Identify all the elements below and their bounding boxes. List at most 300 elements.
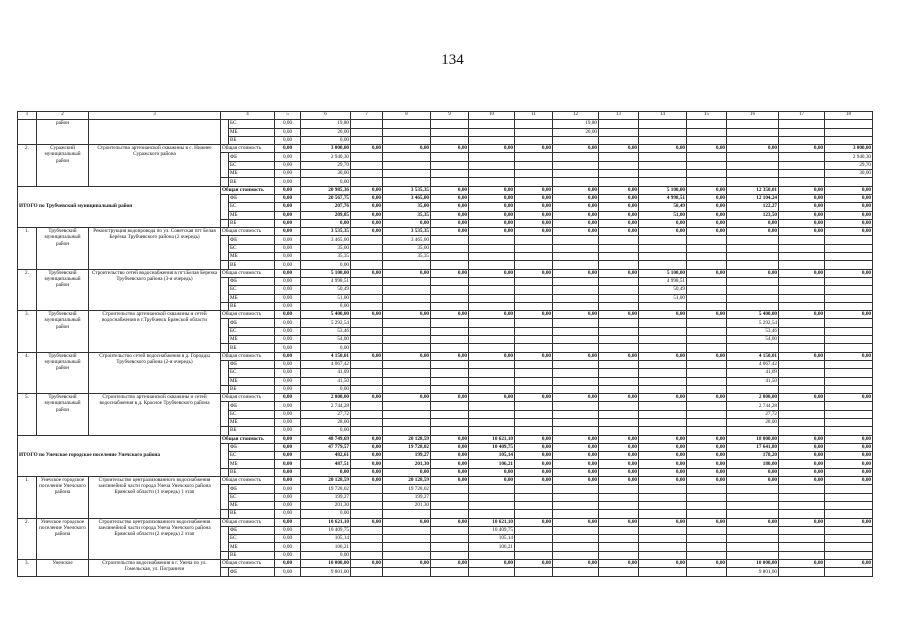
- funding-source: ФБ: [229, 153, 275, 161]
- value-cell: 0,00: [275, 418, 301, 426]
- value-cell: [687, 535, 727, 543]
- value-cell: 41,50: [727, 377, 779, 385]
- value-cell: [779, 327, 825, 335]
- value-cell: [431, 120, 469, 128]
- value-cell: 0,00: [825, 194, 873, 202]
- value-cell: 0,00: [639, 435, 687, 443]
- value-cell: [779, 385, 825, 393]
- value-cell: [779, 551, 825, 559]
- value-cell: [553, 302, 599, 310]
- value-cell: 0,00: [275, 410, 301, 418]
- value-cell: [351, 485, 383, 493]
- value-cell: 53,46: [727, 327, 779, 335]
- value-cell: 41,09: [727, 369, 779, 377]
- value-cell: 106,21: [301, 543, 351, 551]
- value-cell: [825, 244, 873, 252]
- value-cell: [383, 360, 431, 368]
- value-cell: 0,00: [553, 269, 599, 277]
- page-number: 134: [441, 52, 464, 68]
- value-cell: 0,00: [825, 269, 873, 277]
- project-description: Строительство централизованного водоснабжения заелинейной части города Унеча Унечского района Брянской области (1 очередь) 1 этап: [89, 477, 221, 518]
- value-cell: [469, 369, 515, 377]
- value-cell: 0,00: [301, 551, 351, 559]
- block-first-row: [18, 120, 873, 128]
- value-cell: [825, 427, 873, 435]
- value-cell: [431, 543, 469, 551]
- value-cell: [351, 369, 383, 377]
- value-cell: 0,00: [515, 477, 553, 485]
- value-cell: [431, 153, 469, 161]
- value-cell: [431, 385, 469, 393]
- value-cell: [727, 526, 779, 534]
- value-cell: 0,00: [727, 219, 779, 227]
- funding-source: ФБ: [229, 526, 275, 534]
- value-cell: [431, 236, 469, 244]
- value-cell: 0,00: [275, 178, 301, 186]
- value-cell: 20 985,36: [301, 186, 351, 194]
- value-cell: [431, 485, 469, 493]
- value-cell: [639, 385, 687, 393]
- value-cell: [351, 253, 383, 261]
- value-cell: [825, 377, 873, 385]
- block-first-row: [18, 477, 873, 485]
- value-cell: [687, 302, 727, 310]
- value-cell: 106,21: [469, 543, 515, 551]
- value-cell: 0,00: [275, 261, 301, 269]
- value-cell: [779, 336, 825, 344]
- value-cell: [599, 526, 639, 534]
- funding-source: БС: [229, 410, 275, 418]
- value-cell: [469, 418, 515, 426]
- value-cell: 0,00: [301, 468, 351, 476]
- value-cell: [383, 294, 431, 302]
- value-cell: [469, 319, 515, 327]
- value-cell: 10 621,10: [469, 435, 515, 443]
- value-cell: [431, 170, 469, 178]
- value-cell: [825, 178, 873, 186]
- value-cell: 0,00: [275, 145, 301, 153]
- value-cell: 0,00: [515, 468, 553, 476]
- value-cell: 0,00: [469, 211, 515, 219]
- value-cell: 5 100,00: [639, 186, 687, 194]
- column-header: 9: [431, 112, 469, 120]
- value-cell: [599, 543, 639, 551]
- value-cell: 28,00: [727, 418, 779, 426]
- value-cell: [599, 161, 639, 169]
- district-name: Суражский муниципальный район: [37, 145, 89, 186]
- value-cell: 10 000,00: [727, 560, 779, 568]
- value-cell: 0,00: [599, 269, 639, 277]
- value-cell: [727, 294, 779, 302]
- value-cell: 4 998,51: [639, 194, 687, 202]
- value-cell: 0,00: [301, 302, 351, 310]
- item-number: 1.: [18, 477, 37, 518]
- value-cell: [687, 277, 727, 285]
- value-cell: [727, 427, 779, 435]
- value-cell: 0,00: [431, 352, 469, 360]
- value-cell: 0,00: [639, 145, 687, 153]
- value-cell: [553, 153, 599, 161]
- value-cell: 0,00: [599, 145, 639, 153]
- value-cell: 0,00: [639, 518, 687, 526]
- value-cell: [639, 369, 687, 377]
- value-cell: [825, 526, 873, 534]
- value-cell: [431, 493, 469, 501]
- value-cell: [383, 319, 431, 327]
- value-cell: [779, 170, 825, 178]
- value-cell: [599, 535, 639, 543]
- value-cell: 0,00: [515, 435, 553, 443]
- value-cell: 0,00: [687, 452, 727, 460]
- value-cell: 0,00: [687, 468, 727, 476]
- value-cell: [515, 551, 553, 559]
- value-cell: [599, 120, 639, 128]
- funding-source: ФБ: [229, 319, 275, 327]
- value-cell: [639, 501, 687, 509]
- value-cell: [779, 236, 825, 244]
- including-label: [221, 402, 229, 427]
- value-cell: 51,00: [639, 211, 687, 219]
- cost-type: Общая стоимость: [221, 269, 275, 277]
- value-cell: 0,00: [515, 194, 553, 202]
- value-cell: [825, 277, 873, 285]
- value-cell: [825, 551, 873, 559]
- value-cell: [599, 369, 639, 377]
- value-cell: 0,00: [275, 443, 301, 451]
- value-cell: 19,80: [553, 120, 599, 128]
- value-cell: 0,00: [469, 219, 515, 227]
- funding-source: БС: [229, 161, 275, 169]
- funding-source: ФБ: [229, 443, 275, 451]
- table-body: [18, 112, 873, 577]
- value-cell: 0,00: [599, 194, 639, 202]
- value-cell: 0,00: [469, 269, 515, 277]
- spacer-cell: [221, 302, 229, 310]
- value-cell: [383, 385, 431, 393]
- value-cell: [687, 485, 727, 493]
- value-cell: [727, 286, 779, 294]
- including-label: [221, 485, 229, 510]
- value-cell: 5 400,00: [301, 311, 351, 319]
- value-cell: 0,00: [825, 460, 873, 468]
- value-cell: [515, 261, 553, 269]
- value-cell: [825, 510, 873, 518]
- value-cell: [825, 418, 873, 426]
- value-cell: 0,00: [779, 394, 825, 402]
- value-cell: 0,00: [553, 228, 599, 236]
- value-cell: [825, 535, 873, 543]
- block-first-row: [18, 518, 873, 526]
- value-cell: 0,00: [275, 510, 301, 518]
- column-header: 2: [37, 112, 89, 120]
- value-cell: [515, 161, 553, 169]
- value-cell: [515, 369, 553, 377]
- value-cell: [553, 418, 599, 426]
- value-cell: 2 800,00: [301, 394, 351, 402]
- value-cell: 0,00: [431, 211, 469, 219]
- value-cell: [515, 410, 553, 418]
- value-cell: 0,00: [599, 460, 639, 468]
- value-cell: [553, 510, 599, 518]
- value-cell: 0,00: [469, 394, 515, 402]
- funding-source: ВБ: [229, 510, 275, 518]
- funding-source: ФБ: [229, 277, 275, 285]
- value-cell: 0,00: [431, 452, 469, 460]
- value-cell: [687, 319, 727, 327]
- value-cell: [779, 427, 825, 435]
- value-cell: [515, 302, 553, 310]
- funding-source: БС: [229, 327, 275, 335]
- column-header: 8: [383, 112, 431, 120]
- value-cell: 0,00: [639, 311, 687, 319]
- value-cell: 0,00: [275, 460, 301, 468]
- district-name: Унечское городское поселение Унечского района: [37, 477, 89, 518]
- value-cell: 0,00: [431, 203, 469, 211]
- value-cell: 0,00: [515, 219, 553, 227]
- value-cell: 0,00: [553, 518, 599, 526]
- funding-source: ВБ: [229, 427, 275, 435]
- value-cell: [469, 261, 515, 269]
- value-cell: [431, 294, 469, 302]
- value-cell: [469, 136, 515, 144]
- value-cell: [431, 286, 469, 294]
- value-cell: 27,72: [301, 410, 351, 418]
- value-cell: [351, 418, 383, 426]
- value-cell: 0,00: [469, 194, 515, 202]
- value-cell: 0,00: [351, 269, 383, 277]
- value-cell: 0,00: [431, 186, 469, 194]
- value-cell: [553, 427, 599, 435]
- value-cell: [515, 319, 553, 327]
- value-cell: [639, 128, 687, 136]
- value-cell: [515, 418, 553, 426]
- value-cell: [687, 360, 727, 368]
- value-cell: [351, 120, 383, 128]
- value-cell: [515, 360, 553, 368]
- value-cell: 199,27: [301, 493, 351, 501]
- value-cell: 0,00: [599, 468, 639, 476]
- value-cell: 0,00: [351, 518, 383, 526]
- column-header: 1: [18, 112, 37, 120]
- value-cell: [687, 526, 727, 534]
- value-cell: [599, 277, 639, 285]
- value-cell: 17 641,80: [727, 443, 779, 451]
- item-number: 1.: [18, 228, 37, 269]
- value-cell: 50,49: [639, 203, 687, 211]
- value-cell: [351, 236, 383, 244]
- value-cell: [553, 526, 599, 534]
- value-cell: 0,00: [275, 501, 301, 509]
- district-name: район: [37, 120, 89, 145]
- value-cell: [687, 344, 727, 352]
- value-cell: 0,00: [779, 311, 825, 319]
- value-cell: [687, 410, 727, 418]
- value-cell: [469, 294, 515, 302]
- value-cell: [687, 427, 727, 435]
- value-cell: 0,00: [553, 468, 599, 476]
- value-cell: 0,00: [553, 186, 599, 194]
- value-cell: [431, 336, 469, 344]
- value-cell: 0,00: [779, 560, 825, 568]
- value-cell: 0,00: [599, 394, 639, 402]
- value-cell: 48 749,69: [301, 435, 351, 443]
- value-cell: [553, 136, 599, 144]
- value-cell: 0,00: [351, 203, 383, 211]
- value-cell: 482,61: [301, 452, 351, 460]
- value-cell: 0,00: [351, 186, 383, 194]
- column-header: 17: [779, 112, 825, 120]
- value-cell: 0,00: [469, 352, 515, 360]
- value-cell: [469, 385, 515, 393]
- value-cell: 0,00: [553, 194, 599, 202]
- value-cell: [515, 336, 553, 344]
- value-cell: 0,00: [599, 311, 639, 319]
- value-cell: [553, 360, 599, 368]
- value-cell: 0,00: [351, 211, 383, 219]
- value-cell: 0,00: [825, 186, 873, 194]
- value-cell: [515, 120, 553, 128]
- funding-source: ФБ: [229, 485, 275, 493]
- value-cell: 35,35: [383, 211, 431, 219]
- value-cell: 0,00: [275, 211, 301, 219]
- value-cell: [431, 178, 469, 186]
- value-cell: 0,00: [301, 510, 351, 518]
- value-cell: 0,00: [383, 394, 431, 402]
- funding-source: БС: [229, 244, 275, 252]
- value-cell: [351, 360, 383, 368]
- funding-source: МБ: [229, 253, 275, 261]
- value-cell: [469, 253, 515, 261]
- value-cell: [825, 360, 873, 368]
- value-cell: [779, 501, 825, 509]
- spacer-cell: [221, 261, 229, 269]
- value-cell: [553, 344, 599, 352]
- value-cell: [599, 294, 639, 302]
- value-cell: [639, 402, 687, 410]
- value-cell: [469, 336, 515, 344]
- block-first-row: [18, 145, 873, 153]
- value-cell: 0,00: [275, 219, 301, 227]
- value-cell: [469, 402, 515, 410]
- value-cell: 5 400,00: [727, 311, 779, 319]
- value-cell: [431, 369, 469, 377]
- value-cell: [825, 294, 873, 302]
- value-cell: [351, 543, 383, 551]
- cost-type: Общая стоимость: [221, 518, 275, 526]
- value-cell: 0,00: [553, 452, 599, 460]
- value-cell: 0,00: [275, 302, 301, 310]
- value-cell: [383, 535, 431, 543]
- value-cell: 0,00: [687, 269, 727, 277]
- value-cell: 0,00: [469, 186, 515, 194]
- value-cell: [431, 568, 469, 576]
- value-cell: [515, 327, 553, 335]
- value-cell: [727, 501, 779, 509]
- value-cell: 0,00: [779, 477, 825, 485]
- value-cell: [599, 327, 639, 335]
- value-cell: [351, 128, 383, 136]
- value-cell: [431, 253, 469, 261]
- value-cell: [431, 136, 469, 144]
- value-cell: [383, 543, 431, 551]
- value-cell: [553, 294, 599, 302]
- value-cell: 0,00: [599, 435, 639, 443]
- budget-table: [17, 111, 873, 577]
- cost-type: Общая стоимость: [221, 228, 275, 236]
- value-cell: 0,00: [275, 294, 301, 302]
- district-name: Унечское городское поселение Унечского района: [37, 518, 89, 559]
- value-cell: 10 000,00: [301, 560, 351, 568]
- block-first-row: [18, 311, 873, 319]
- district-name: Трубчевский муниципальный район: [37, 269, 89, 310]
- value-cell: [351, 493, 383, 501]
- value-cell: 2 940,30: [301, 153, 351, 161]
- value-cell: [825, 543, 873, 551]
- value-cell: 10 409,75: [301, 526, 351, 534]
- funding-source: БС: [229, 535, 275, 543]
- value-cell: 0,00: [727, 145, 779, 153]
- value-cell: 0,00: [687, 211, 727, 219]
- value-cell: 10 409,75: [469, 443, 515, 451]
- value-cell: 0,00: [515, 186, 553, 194]
- value-cell: 35,35: [383, 253, 431, 261]
- value-cell: [825, 327, 873, 335]
- value-cell: 0,00: [515, 518, 553, 526]
- value-cell: 487,51: [301, 460, 351, 468]
- value-cell: [431, 418, 469, 426]
- value-cell: 0,00: [687, 518, 727, 526]
- value-cell: [825, 402, 873, 410]
- value-cell: 0,00: [275, 120, 301, 128]
- project-description: Строительство сетей водоснабжения в д. Городцы Трубчевского района (2-я очередь): [89, 352, 221, 393]
- value-cell: 0,00: [639, 477, 687, 485]
- value-cell: 51,00: [301, 294, 351, 302]
- column-header: 16: [727, 112, 779, 120]
- value-cell: [687, 120, 727, 128]
- project-description: Строительство водоснабжения в г. Унеча по ул. Гомельская, ул. Пограничн: [89, 560, 221, 577]
- value-cell: 0,00: [275, 327, 301, 335]
- value-cell: [431, 501, 469, 509]
- value-cell: 0,00: [825, 468, 873, 476]
- value-cell: 0,00: [351, 145, 383, 153]
- value-cell: [687, 493, 727, 501]
- item-number: 3.: [18, 311, 37, 352]
- value-cell: 0,00: [779, 186, 825, 194]
- value-cell: [599, 510, 639, 518]
- value-cell: [383, 568, 431, 576]
- value-cell: [825, 493, 873, 501]
- value-cell: [599, 551, 639, 559]
- item-number: 2.: [18, 145, 37, 186]
- funding-source: ФБ: [229, 236, 275, 244]
- value-cell: [727, 302, 779, 310]
- value-cell: 0,00: [515, 443, 553, 451]
- value-cell: [599, 377, 639, 385]
- value-cell: [383, 344, 431, 352]
- column-header: 4: [221, 112, 275, 120]
- value-cell: [469, 377, 515, 385]
- value-cell: 0,00: [275, 277, 301, 285]
- value-cell: 0,00: [515, 352, 553, 360]
- value-cell: [639, 377, 687, 385]
- value-cell: [469, 128, 515, 136]
- column-header: 12: [553, 112, 599, 120]
- value-cell: 0,00: [639, 228, 687, 236]
- value-cell: [553, 543, 599, 551]
- funding-source: ВБ: [229, 136, 275, 144]
- value-cell: [383, 526, 431, 534]
- value-cell: [431, 427, 469, 435]
